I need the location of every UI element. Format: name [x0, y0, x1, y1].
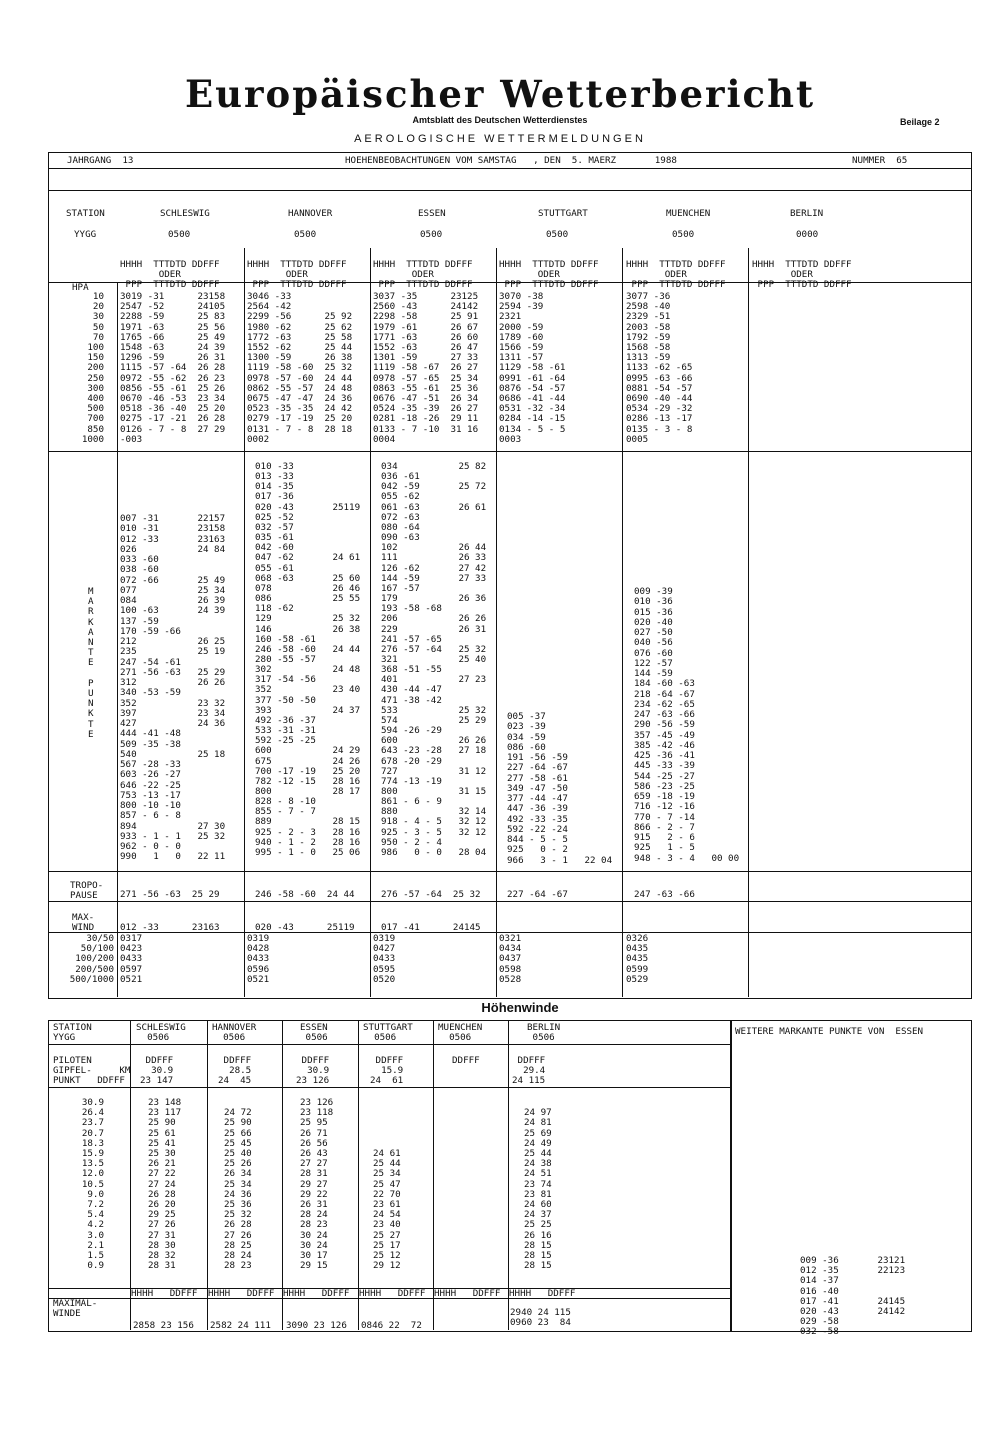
hw-station-name: MUENCHEN 0506 — [438, 1022, 483, 1044]
divider — [496, 248, 497, 997]
document-title: Europäischer Wetterbericht — [184, 72, 816, 116]
hw-gipfel: DDFFF — [452, 1055, 480, 1066]
weitere-title: WEITERE MARKANTE PUNKTE VON ESSEN — [735, 1026, 924, 1037]
tropopause-data: 271 -56 -63 25 29 — [120, 889, 220, 900]
divider — [622, 248, 623, 997]
divider — [370, 248, 371, 997]
station-name: MUENCHEN — [666, 208, 711, 219]
divider — [48, 871, 972, 872]
aero-heading: AEROLOGISCHE WETTERMELDUNGEN — [354, 133, 646, 145]
hw-winds: 24 61 25 44 25 34 25 47 22 70 23 61 24 54 23 40 25 27 25 17 25 12 29 12 — [373, 1148, 401, 1272]
hw-maxwind: 2582 24 111 — [210, 1320, 271, 1331]
significant-points: 009 -39 010 -36 015 -36 020 -40 027 -50 040 -56 076 -60 122 -57 144 -59 184 -60 -63 218 -64 -67 234 -62 -65 247 -63 -66 290 -56 -59 357 -45 -49 385 -42 -46 425 -36 -41 445 -33 -39 544 -25 -27 586 -23 -25 659 -18 -19 716 -12 -16 770 - 7 -14 866 - 2 - 7 915 2 - 6 925 1 - 5 948 - 3 - 4 00 00 — [634, 586, 740, 864]
markante-punkte-label: M A R K A N T E P U N K T E — [88, 586, 94, 740]
hw-winds: 23 148 23 117 25 90 25 61 25 41 25 30 26 21 27 22 27 24 26 28 26 20 29 25 27 26 27 31 28 30 28 32 28 31 — [148, 1097, 182, 1272]
layer-thickness: 0321 0434 0437 0598 0528 — [499, 933, 522, 985]
hw-station-name: STUTTGART 0506 — [363, 1022, 413, 1044]
divider — [433, 1020, 434, 1330]
layers-label: 30/50 50/100 100/200 200/500 500/1000 — [69, 933, 114, 985]
divider — [117, 282, 118, 997]
tropopause-data: 246 -58 -60 24 44 — [255, 889, 355, 900]
hoehenwinde-title: Höhenwinde — [481, 1000, 559, 1015]
maxwind-label: MAX- WIND — [72, 912, 95, 934]
observation-date: HOEHENBEOBACHTUNGEN VOM SAMSTAG , DEN 5. MAERZ 1988 — [345, 155, 677, 166]
hw-winds: 23 126 23 118 25 95 26 71 26 56 26 43 27 27 28 31 29 27 29 22 26 31 28 24 28 23 30 24 30 24 30 17 29 15 — [300, 1097, 334, 1272]
hw-gipfel: DDFFF 28.5 24 45 — [218, 1055, 252, 1087]
divider — [48, 190, 972, 191]
hw-maxwind: 2858 23 156 — [133, 1320, 194, 1331]
nummer-label: NUMMER 65 — [852, 155, 908, 166]
divider — [48, 168, 972, 169]
hw-col-header: HHHH DDFFF — [208, 1288, 275, 1299]
station-name: ESSEN — [418, 208, 446, 219]
hpa-label: HPA — [72, 282, 89, 293]
layer-thickness: 0319 0428 0433 0596 0521 — [247, 933, 270, 985]
station-yygg: 0500 — [672, 229, 695, 240]
hw-station-name: SCHLESWIG 0506 — [136, 1022, 186, 1044]
column-header: HHHH TTTDTD DDFFF ODER PPP TTTDTD DDFFF — [499, 259, 599, 291]
hw-maxwind: 2940 24 115 0960 23 84 — [510, 1307, 571, 1329]
hw-station-name: ESSEN 0506 — [300, 1022, 328, 1044]
significant-points: 010 -33 013 -33 014 -35 017 -36 020 -43 25119 025 -52 032 -57 035 -61 042 -60 047 -62 24 61 055 -61 068 -63 25 60 078 26 46 086 25 55 118 -62 129 25 32 146 26 38 160 -58 -61 246 -58 -60 24 44 280 -55 -57 302 24 48 317 -54 -56 352 23 40 377 -50 -50 393 24 37 492 -36 -37 533 -31 -31 592 -25 -25 600 24 29 675 24 26 700 -17 -19 25 20 782 -12 -15 28 16 800 28 17 828 - 8 -10 855 - 7 - 7 889 28 15 925 - 2 - 3 28 16 940 - 1 - 2 28 16 995 - 1 - 0 25 06 — [255, 461, 361, 858]
significant-points: 007 -31 22157 010 -31 23158 012 -33 23163 026 24 84 033 -60 038 -60 072 -66 25 49 077 25 34 084 26 39 100 -63 24 39 137 -59 170 -59 -66 212 26 25 235 25 19 247 -54 -61 271 -56 -63 25 29 312 26 26 340 -53 -59 352 23 32 397 23 34 427 24 36 444 -41 -48 509 -35 -38 540 25 18 567 -28 -33 603 -26 -27 646 -22 -25 753 -13 -17 800 -10 -10 857 - 6 - 8 894 27 30 933 - 1 - 1 25 32 962 - 0 - 0 990 1 0 22 11 — [120, 513, 226, 863]
column-header: HHHH TTTDTD DDFFF ODER PPP TTTDTD DDFFF — [247, 259, 347, 291]
hw-maxwind: 3090 23 126 — [286, 1320, 347, 1331]
maxwind-data: 012 -33 23163 — [120, 922, 220, 933]
divider — [358, 1020, 359, 1330]
station-name: STUTTGART — [538, 208, 588, 219]
column-header: HHHH TTTDTD DDFFF ODER PPP TTTDTD DDFFF — [752, 259, 852, 291]
hw-col-header: HHHH DDFFF — [359, 1288, 426, 1299]
hw-station-label: STATION YYGG — [53, 1022, 92, 1044]
layer-thickness: 0319 0427 0433 0595 0520 — [373, 933, 396, 985]
divider — [207, 1020, 208, 1330]
maxwind-data: 020 -43 25119 — [255, 922, 355, 933]
significant-points: 005 -37 023 -39 034 -59 086 -60 191 -56 -59 227 -64 -67 277 -58 -61 349 -47 -50 377 -44 -47 447 -36 -39 492 -33 -35 592 -22 -24 844 - 5 - 5 925 0 - 2 966 3 - 1 22 04 — [507, 711, 613, 866]
divider — [48, 1044, 732, 1045]
hw-station-name: HANNOVER 0506 — [212, 1022, 257, 1044]
standard-levels: 3077 -36 2598 -40 2329 -51 2003 -58 1792 -59 1568 -58 1313 -59 1133 -62 -65 0995 -63 -66 0881 -54 -57 0690 -40 -44 0534 -29 -32 0286 -13 -17 0135 - 3 - 8 0005 — [626, 291, 693, 445]
station-name: BERLIN — [790, 208, 824, 219]
station-name: HANNOVER — [288, 208, 333, 219]
station-yygg: 0500 — [168, 229, 191, 240]
divider — [48, 901, 972, 902]
divider — [508, 1020, 509, 1330]
divider — [748, 248, 749, 997]
hw-col-header: HHHH DDFFF — [283, 1288, 350, 1299]
significant-points: 034 25 82 036 -61 042 -59 25 72 055 -62 061 -63 26 61 072 -63 080 -64 090 -63 102 26 44 111 26 33 126 -62 27 42 144 -59 27 33 167 -57 179 26 36 193 -58 -68 206 26 26 229 26 31 241 -57 -65 276 -57 -64 25 32 321 25 40 368 -51 -55 401 27 23 430 -44 -47 471 -38 -42 533 25 32 574 25 29 594 -26 -29 600 26 26 643 -23 -28 27 18 678 -20 -29 727 31 12 774 -13 -19 800 31 15 861 - 6 - 9 880 32 14 918 - 4 - 5 32 12 925 - 3 - 5 32 12 950 - 2 - 4 986 0 - 0 28 04 — [381, 461, 487, 858]
divider — [48, 451, 972, 452]
yygg-label: YYGG — [74, 229, 97, 240]
column-header: HHHH TTTDTD DDFFF ODER PPP TTTDTD DDFFF — [120, 259, 220, 291]
station-name: SCHLESWIG — [160, 208, 210, 219]
maxwind-data: 017 -41 24145 — [381, 922, 481, 933]
hw-gipfel: DDFFF 15.9 24 61 — [370, 1055, 404, 1087]
layer-thickness: 0317 0423 0433 0597 0521 — [120, 933, 143, 985]
tropopause-data: 247 -63 -66 — [634, 889, 695, 900]
station-yygg: 0000 — [796, 229, 819, 240]
tropopause-label: TROPO- PAUSE — [70, 880, 104, 902]
hw-maximal-label: MAXIMAL- WINDE — [53, 1298, 98, 1320]
hw-col-header: HHHH DDFFF — [434, 1288, 501, 1299]
hw-maxwind: 0846 22 72 — [361, 1320, 422, 1331]
document-subtitle: Amtsblatt des Deutschen Wetterdienstes — [412, 115, 588, 125]
divider — [244, 248, 245, 997]
divider — [282, 1020, 283, 1330]
weitere-entries: 009 -36 23121 012 -35 22123 014 -37 016 -40 017 -41 24145 020 -43 24142 029 -58 032 -58 — [800, 1255, 906, 1338]
hw-piloten-label: PILOTEN GIPFEL- KM PUNKT DDFFF — [53, 1055, 131, 1087]
station-label: STATION — [66, 208, 105, 219]
layer-thickness: 0326 0435 0435 0599 0529 — [626, 933, 649, 985]
station-yygg: 0500 — [420, 229, 443, 240]
divider — [48, 1087, 732, 1088]
hw-heights: 30.9 26.4 23.7 20.7 18.3 15.9 13.5 12.0 10.5 9.0 7.2 5.4 4.2 3.0 2.1 1.5 0.9 — [81, 1097, 104, 1272]
hw-station-name: BERLIN 0506 — [527, 1022, 561, 1044]
hw-col-header: HHHH DDFFF — [131, 1288, 198, 1299]
hw-gipfel: DDFFF 30.9 23 147 — [140, 1055, 174, 1087]
column-header: HHHH TTTDTD DDFFF ODER PPP TTTDTD DDFFF — [373, 259, 473, 291]
jahrgang-label: JAHRGANG 13 — [67, 155, 134, 166]
tropopause-data: 227 -64 -67 — [507, 889, 568, 900]
standard-levels: 3070 -38 2594 -39 2321 2000 -59 1789 -60 1566 -59 1311 -57 1129 -58 -61 0991 -61 -64 0876 -54 -57 0686 -41 -44 0531 -32 -34 0284 -14 -15 0134 - 5 - 5 0003 — [499, 291, 566, 445]
tropopause-data: 276 -57 -64 25 32 — [381, 889, 481, 900]
standard-levels: 3046 -33 2564 -42 2299 -56 25 92 1980 -62 25 62 1772 -63 25 58 1552 -62 25 44 1300 -59 26 38 1119 -58 -60 25 32 0978 -57 -60 24 44 0862 -55 -57 24 48 0675 -47 -47 24 36 0523 -35 -35 24 42 0279 -17 -19 25 20 0131 - 7 - 8 28 18 0002 — [247, 291, 353, 445]
hw-gipfel: DDFFF 30.9 23 126 — [296, 1055, 330, 1087]
beilage-label: Beilage 2 — [900, 117, 940, 127]
station-yygg: 0500 — [294, 229, 317, 240]
standard-levels: 3037 -35 23125 2560 -43 24142 2298 -58 25 91 1979 -61 26 67 1771 -63 26 60 1552 -63 26 47 1301 -59 27 33 1119 -58 -67 26 27 0978 -57 -65 25 34 0863 -55 -61 25 36 0676 -47 -51 26 34 0524 -35 -39 26 27 0281 -18 -26 29 11 0133 - 7 -10 31 16 0004 — [373, 291, 479, 445]
column-header: HHHH TTTDTD DDFFF ODER PPP TTTDTD DDFFF — [626, 259, 726, 291]
pressure-levels: 10 20 30 50 70 100 150 200 250 300 400 500 700 850 1000 — [81, 291, 104, 445]
hw-winds: 24 97 24 81 25 69 24 49 25 44 24 38 24 51 23 74 23 81 24 60 24 37 25 25 26 16 28 15 28 15 28 15 — [524, 1107, 552, 1272]
hw-winds: 24 72 25 90 25 66 25 45 25 40 25 26 26 34 25 34 24 36 25 36 25 32 26 28 27 26 28 25 28 24 28 23 — [224, 1107, 252, 1272]
station-yygg: 0500 — [546, 229, 569, 240]
hw-col-header: HHHH DDFFF — [509, 1288, 576, 1299]
hw-gipfel: DDFFF 29.4 24 115 — [512, 1055, 546, 1087]
standard-levels: 3019 -31 23158 2547 -52 24105 2288 -59 25 83 1971 -63 25 56 1765 -66 25 49 1548 -63 24 39 1296 -59 26 31 1115 -57 -64 26 28 0972 -55 -62 26 23 0856 -55 -61 25 26 0670 -46 -53 23 34 0518 -36 -40 25 20 0275 -17 -21 26 28 0126 - 7 - 8 27 29 -003 — [120, 291, 226, 445]
